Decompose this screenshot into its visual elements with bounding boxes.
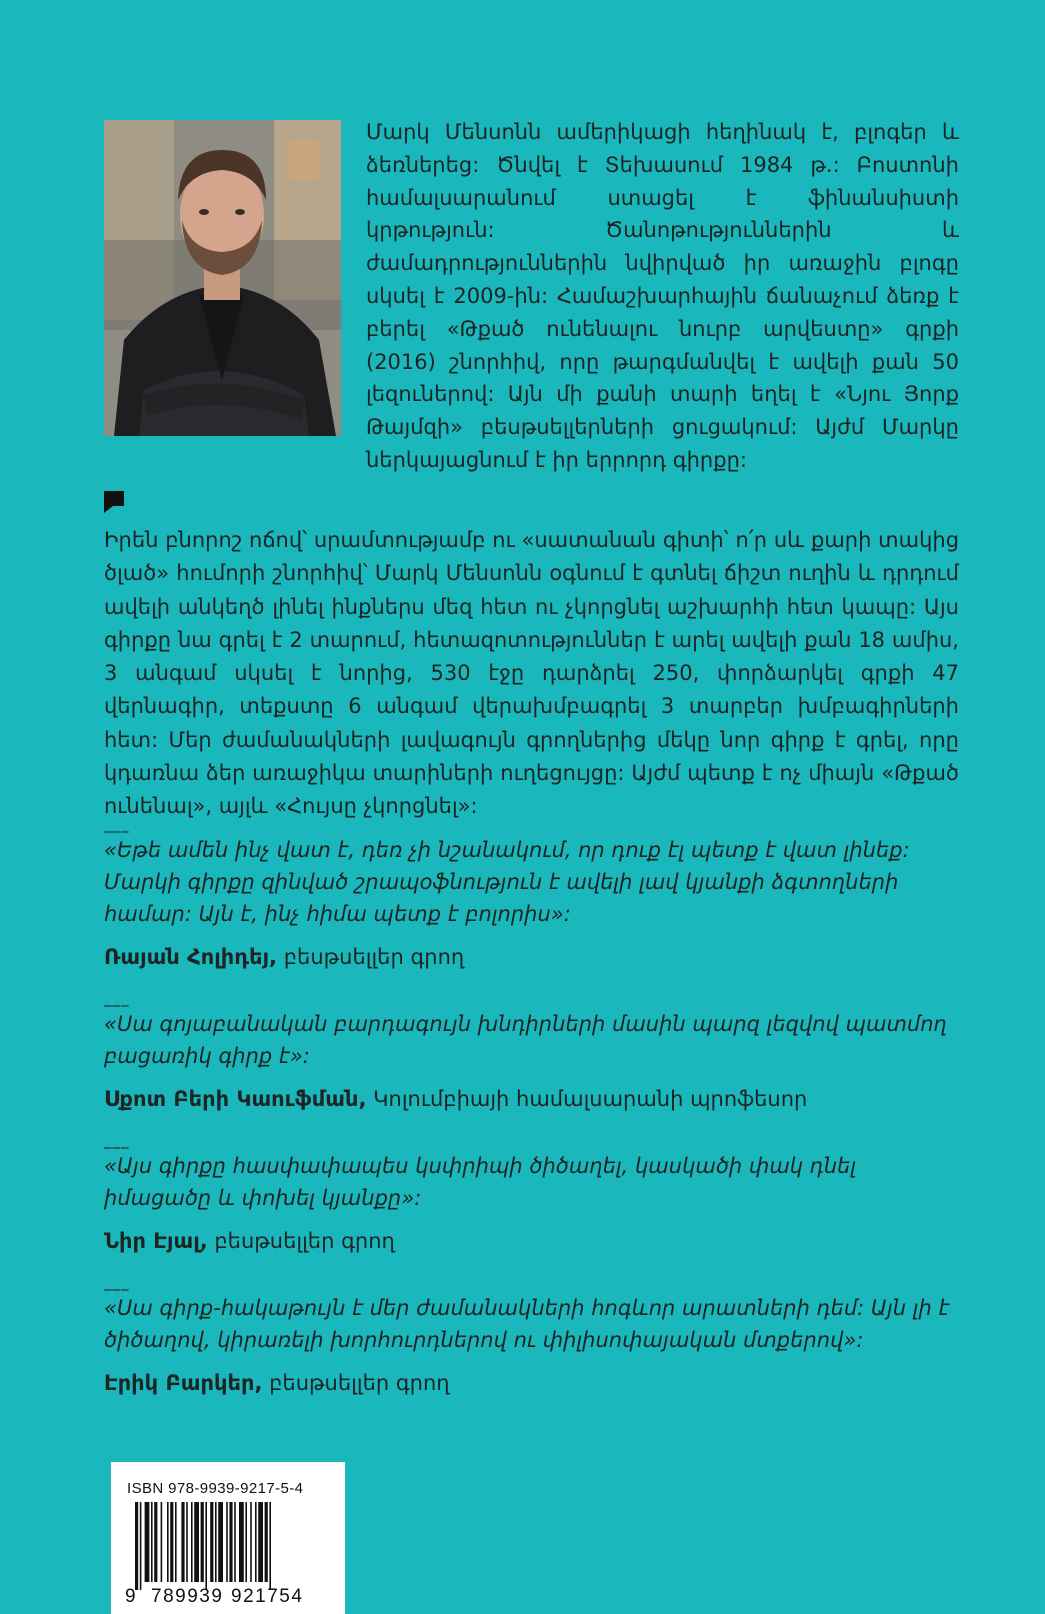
barcode-bar	[167, 1502, 169, 1582]
quote-2	[104, 989, 964, 1114]
speech-bubble-icon	[104, 491, 126, 513]
barcode-bar	[215, 1502, 217, 1582]
barcode-bar	[226, 1502, 228, 1582]
author-bio: Մարկ Մենսոնն ամերիկացի հեղինակ է, բլոգեր և ձեռներեց: Ծնվել է Տեխասում 1984 թ.: Բոստոնի համալսարանում ստացել է ֆինանսիստի կրթություն: Ծանոթություններին և ժամադրություններին նվիրված իր առաջին բլոգը սկսել է 2009-ին: Համաշխարհային ճանաչում ձեռք է բերել «Թքած ունենալու նուրբ արվեստը» գրքի (2016) շնորհիվ, որը թարգմանվել է ավելի քան 50 լեզուներով: Այն մի քանի տարի եղել է «Նյու Յորք Թայմզի» բեսթսելլերների ցուցակում: Այժմ Մարկը ներկայացնում է իր երրորդ գիրքը:	[366, 120, 959, 472]
quote-author-role: բեսթսելլեր գրող	[207, 1229, 395, 1253]
quote-attribution	[104, 942, 964, 972]
quote-author: Սքոտ Բերի Կաուֆման,	[104, 1087, 367, 1111]
quote-author-role: բեսթսելլեր գրող	[277, 945, 465, 969]
barcode-bar	[154, 1502, 157, 1582]
barcode-bar	[245, 1502, 247, 1582]
barcode-bar	[161, 1502, 163, 1582]
quote-author-role: Կոլումբիայի համալսարանի պրոֆեսոր	[366, 1087, 808, 1111]
quote-divider: ___	[104, 815, 130, 833]
barcode-bar	[239, 1502, 244, 1582]
barcode-bar	[201, 1502, 204, 1582]
quote-attribution	[104, 1226, 964, 1256]
barcode-bar	[194, 1502, 199, 1582]
barcode-bar	[205, 1502, 207, 1590]
quote-3	[104, 1131, 964, 1256]
barcode-bar	[186, 1502, 188, 1582]
quote-author: Էրիկ Բարկեր,	[104, 1371, 263, 1395]
barcode-bar	[250, 1502, 252, 1582]
barcode	[125, 1502, 315, 1592]
barcode-bar	[218, 1502, 223, 1582]
isbn-label: ISBN 978-9939-9217-5-4	[127, 1480, 304, 1497]
barcode-bar	[265, 1502, 268, 1582]
quote-divider: ___	[104, 989, 130, 1007]
book-description: Իրեն բնորոշ ոճով՝ սրամտությամբ ու «սատանան գիտի՝ ո՛ր սև քարի տակից ծլած» հումորի շնորհիվ՝ Մարկ Մենսոնն օգնում է գտնել ճիշտ ուղին և դրդում ավելի անկեղծ լինել ինքներս մեզ հետ ու չկորցնել աշխարհի հետ կապը: Այս գիրքը նա գրել է 2 տարում, հետազոտություններ է արել ավելի քան 18 ամիս, 3 անգամ սկսել է նորից, 530 էջը դարձրել 250, փորձարկել գրքի 47 վերնագիր, տեքստը 6 անգամ վերախմբագրել 3 տարբեր խմբագիրների հետ: Մեր ժամանակների լավագույն գրողներից մեկը նոր գիրք է գրել, որը կդառնա ձեր առաջիկա տարիների ուղեցույցը: Այժմ պետք է ոչ միայն «Թքած ունենալ», այլև «Հույսը չկորցնել»:	[104, 528, 959, 819]
quote-divider: ___	[104, 1131, 130, 1149]
barcode-bar	[258, 1502, 263, 1582]
quote-text: «Սա գիրք-հակաթույն է մեր ժամանակների հոգևոր արատների դեմ: Այն լի է ծիծաղով, կիրառելի խորհուրդներով ու փիլիսոփայական մտքերով»:	[104, 1296, 950, 1352]
barcode-bar	[175, 1502, 177, 1582]
barcode-left-digits: 789939	[151, 1586, 224, 1607]
barcode-bar	[135, 1502, 138, 1590]
quote-author-role: բեսթսելլեր գրող	[262, 1371, 450, 1395]
quote-author: Ռայան Հոլիդեյ,	[104, 945, 278, 969]
barcode-bar	[210, 1502, 213, 1582]
barcode-bar	[181, 1502, 184, 1582]
barcode-bar	[145, 1502, 150, 1582]
barcode-bar	[140, 1502, 142, 1590]
quote-author: Նիր Էյալ,	[104, 1229, 208, 1253]
quote-text: «Սա գոյաբանական բարդագույն խնդիրների մասին պարզ լեզվով պատմող բացառիկ գիրք է»:	[104, 1012, 947, 1068]
quote-text: «Այս գիրքը հասփափապես կսփրիպի ծիծաղել, կասկածի փակ դնել իմացածը և փոխել կյանքը»:	[104, 1154, 857, 1210]
barcode-panel	[111, 1462, 345, 1614]
author-photo	[104, 120, 341, 436]
quote-1	[104, 815, 964, 972]
quote-attribution	[104, 1368, 964, 1398]
barcode-bar	[191, 1502, 193, 1582]
barcode-bar	[234, 1502, 236, 1582]
barcode-bar	[229, 1502, 232, 1582]
barcode-bar	[269, 1502, 271, 1590]
quote-divider: ___	[104, 1273, 130, 1291]
barcode-bar	[170, 1502, 173, 1582]
barcode-bar	[151, 1502, 153, 1582]
barcode-first-digit: 9	[125, 1586, 136, 1607]
barcode-bar	[255, 1502, 257, 1582]
quote-attribution	[104, 1084, 964, 1114]
quote-text: «Եթե ամեն ինչ վատ է, դեռ չի նշանակում, որ դուք էլ պետք է վատ լինեք: Մարկի գիրքը զինված շրապօֆնություն է ավելի լավ կյանքի ձգտողների համար: Այն է, ինչ հիմա պետք է բոլորիս»:	[104, 838, 910, 926]
barcode-right-digits: 921754	[231, 1586, 304, 1607]
quote-4	[104, 1273, 964, 1398]
